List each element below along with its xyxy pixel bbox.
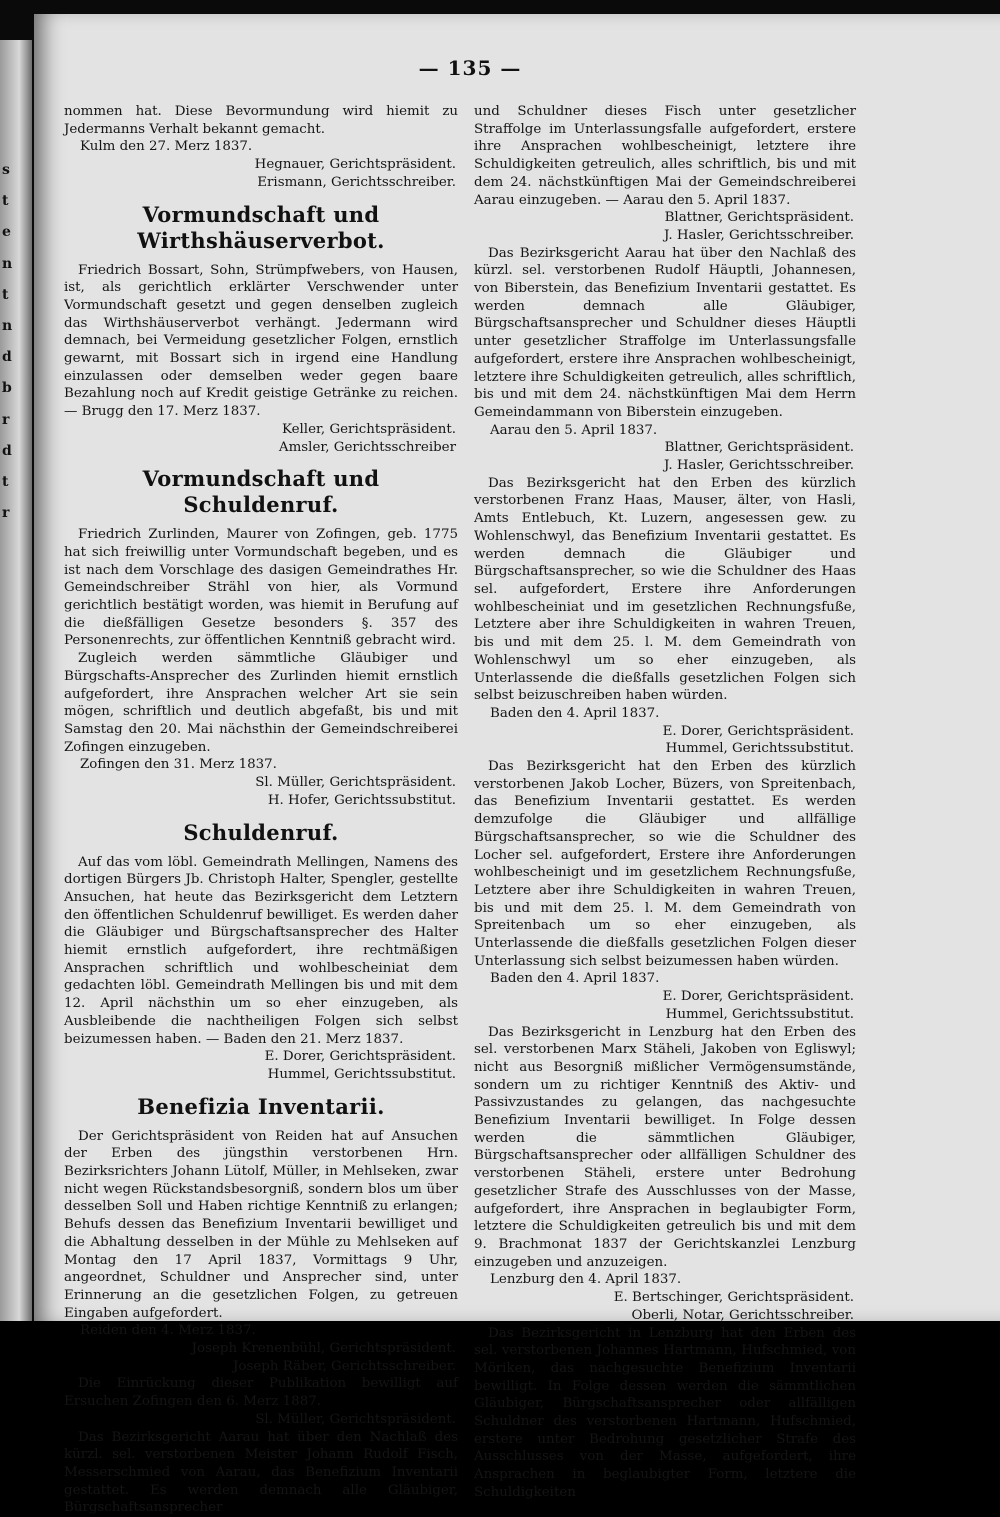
section-heading-schuldenruf: Schuldenruf. bbox=[183, 819, 339, 845]
section-heading-wirthshaeuserverbot: Vormundschaft und Wirthshäuserverbot. bbox=[137, 201, 385, 253]
fisch-notice-text: Das Bezirksgericht Aarau hat über den Nachlaß des kürzl. sel. verstorbenen Meister Johann Rudolf Fisch, Messerschmied von Aarau, das Benefizium Inventarii gestattet. Es werden demnach alle Gläubiger, Bürgschaftsansprecher bbox=[64, 1429, 458, 1516]
margin-letter: n bbox=[2, 255, 13, 272]
haas-signature-substitute: Hummel, Gerichtssubstitut. bbox=[665, 741, 854, 757]
margin-letter: e bbox=[2, 224, 11, 241]
halter-notice-text: Auf das vom löbl. Gemeindrath Mellingen, Namens des dortigen Bürgers Jb. Christoph Halter, Spengler, gestellte Ansuchen, hat heute das Bezirksgericht dem Letztern den öffentlichen Schuldenruf bewilliget. Es werden daher die Gläubiger und Bürgschaftsansprecher des Halter hiemit ernstlich aufgefordert, ihre rechtmäßigen Ansprachen schriftlich und wohlbescheiniat dem gedachten löbl. Gemeindrath Mellingen bis und mit dem 12. April nächsthin um so eher einzugeben, als Ausbleibende die nachtheiligen Folgen sich selbst beizumessen haben. — Baden den 21. Merz 1837. bbox=[64, 854, 458, 1047]
zurlinden-dateline: Zofingen den 31. Merz 1837. bbox=[80, 757, 277, 773]
margin-letter: b bbox=[2, 380, 12, 397]
staeheli-dateline: Lenzburg den 4. April 1837. bbox=[490, 1272, 682, 1288]
luetolf-signature-clerk: Joseph Räber, Gerichtsschreiber. bbox=[233, 1358, 456, 1374]
previous-page-edge bbox=[0, 40, 32, 1321]
margin-letter: r bbox=[2, 505, 10, 522]
publication-permission-signature: Sl. Müller, Gerichtspräsident. bbox=[255, 1411, 456, 1427]
fisch-signature-clerk: J. Hasler, Gerichtsschreiber. bbox=[664, 227, 854, 243]
margin-letter: d bbox=[2, 442, 12, 459]
zurlinden-notice-text: Friedrich Zurlinden, Maurer von Zofingen, geb. 1775 hat sich freiwillig unter Vormundschaft begeben, und es ist nach dem Vorschlage des dasigen Gemeindrathes Hr. Gemeindschreiber Strähl von hier, als Vormund gerichtlich bestätigt worden, was hiemit in Berufung auf die dießfälligen Gesetze besonders §. 357 des Personenrechts, zur öffentlichen Kenntniß gebracht wird. bbox=[64, 527, 458, 649]
haeuptli-notice-text: Das Bezirksgericht Aarau hat über den Nachlaß des kürzl. sel. verstorbenen Rudolf Häuptli, Johannesen, von Biberstein, das Benefizium Inventarii gestattet. Es werden demnach alle Gläubiger, Bürgschaftsansprecher und Schuldner dieses Häuptli unter gesetzlicher Straffolge im Unterlassungsfalle aufgefordert, erstere ihre Ansprachen wohlbescheinigt, letztere ihre Schuldigkeiten getreulich, alles schriftlich, bis und mit dem 24. nächstkünftigen Mai dem Herrn Gemeindammann von Biberstein einzugeben. bbox=[474, 245, 856, 420]
fisch-notice-continuation: und Schuldner dieses Fisch unter gesetzlicher Straffolge im Unterlassungsfalle aufgefordert, erstere ihre Ansprachen wohlbescheinigt, letztere ihre Schuldigkeiten getreulich, alles schriftlich, bis und mit dem 24. nächstkünftigen Mai der Gemeindschreiberei Aarau einzugeben. — Aarau den 5. April 1837. bbox=[474, 104, 856, 208]
intro-notice-text: nommen hat. Diese Bevormundung wird hiemit zu Jedermanns Verhalt bekannt gemacht. bbox=[64, 104, 458, 137]
intro-dateline: Kulm den 27. Merz 1837. bbox=[80, 139, 253, 155]
bossart-notice-text: Friedrich Bossart, Sohn, Strümpfwebers, von Hausen, ist, als gerichtlich erklärter Verschwender unter Vormundschaft gesetzt und gegen denselben zugleich das Wirthshäuserverbot verhängt. Jedermann wird demnach, bei Vermeidung gesetzlicher Folgen, ernstlich gewarnt, mit Bossart sich in irgend eine Handlung einzulassen oder demselben weder gegen baare Bezahlung noch auf Kredit geistige Getränke zu reichen. — Brugg den 17. Merz 1837. bbox=[64, 262, 458, 420]
haeuptli-signature-president: Blattner, Gerichtspräsident. bbox=[664, 440, 854, 456]
section-heading-vormundschaft-schuldenruf: Vormundschaft und Schuldenruf. bbox=[142, 466, 380, 518]
right-column bbox=[474, 103, 856, 1502]
staeheli-notice-text: Das Bezirksgericht in Lenzburg hat den Erben des sel. verstorbenen Marx Stäheli, Jakoben von Egliswyl; nicht aus Besorgniß mißlicher Vermögensumstände, sondern um zu richtiger Kenntniß des Aktiv- und Passivzustandes zu gelangen, das nachgesuchte Benefizium Inventarii bewilliget. In Folge dessen werden die sämmtlichen Gläubiger, Bürgschaftsansprecher oder allfälligen Schuldner des verstorbenen Stäheli, erstere unter Bedrohung gesetzlicher Strafe des Ausschlusses von der Masse, aufgefordert, ihre Ansprachen in beglaubigter Form, letztere die Schuldigkeiten getreulich bis und mit dem 9. Brachmonat 1837 der Gerichtskanzlei Lenzburg einzugeben und anzuzeigen. bbox=[474, 1024, 856, 1270]
margin-letter: d bbox=[2, 349, 12, 366]
staeheli-signature-clerk: Oberli, Notar, Gerichtsschreiber. bbox=[631, 1307, 854, 1323]
haas-dateline: Baden den 4. April 1837. bbox=[490, 705, 660, 721]
haas-signature-president: E. Dorer, Gerichtspräsident. bbox=[662, 723, 854, 739]
margin-letter: r bbox=[2, 411, 10, 428]
haeuptli-signature-clerk: J. Hasler, Gerichtsschreiber. bbox=[664, 458, 854, 474]
intro-signature-clerk: Erismann, Gerichtsschreiber. bbox=[257, 174, 456, 190]
locher-dateline: Baden den 4. April 1837. bbox=[490, 971, 660, 987]
page-number: — 135 — bbox=[418, 56, 522, 80]
left-column bbox=[64, 103, 458, 1517]
luetolf-dateline: Reiden den 4. Merz 1837. bbox=[80, 1323, 256, 1339]
margin-letter: n bbox=[2, 318, 13, 335]
section-heading-benefizia-inventarii: Benefizia Inventarii. bbox=[137, 1093, 385, 1119]
intro-signature-president: Hegnauer, Gerichtspräsident. bbox=[254, 157, 456, 173]
hartmann-notice-text: Das Bezirksgericht in Lenzburg hat den Erben des sel. verstorbenen Johannes Hartmann, Hufschmied, von Möriken, das nachgesuchte Benefizium Inventarii bewilligt. In Folge dessen werden die sämmtlichen Gläubiger, Bürgschaftsansprecher oder allfälligen Schuldner des verstorbenen Hartmann, Hufschmied, erstere unter Bedrohung gesetzlicher Strafe des Ausschlusses von der Masse, aufgefordert, ihre Ansprachen in beglaubigter Form, letztere die Schuldigkeiten bbox=[474, 1325, 856, 1500]
margin-letter: t bbox=[2, 286, 9, 303]
previous-page-margin-letters bbox=[2, 155, 26, 529]
fisch-signature-president: Blattner, Gerichtspräsident. bbox=[664, 210, 854, 226]
zurlinden-signature-president: Sl. Müller, Gerichtspräsident. bbox=[255, 775, 456, 791]
margin-letter: t bbox=[2, 474, 9, 491]
zurlinden-creditors-text: Zugleich werden sämmtliche Gläubiger und Bürgschafts-Ansprecher des Zurlinden hiemit ernstlich aufgefordert, ihre Ansprachen welcher Art sie sein mögen, schriftlich und deutlich abgefaßt, bis und mit Samstag den 20. Mai nächsthin der Gemeindschreiberei Zofingen einzugeben. bbox=[64, 651, 458, 755]
bossart-signature-president: Keller, Gerichtspräsident. bbox=[281, 421, 456, 437]
luetolf-notice-text: Der Gerichtspräsident von Reiden hat auf Ansuchen der Erben des jüngsthin verstorbenen Hrn. Bezirksrichters Johann Lütolf, Müller, in Mehlseken, zwar nicht wegen Rückstandsbesorgniß, sondern blos um über desselben Soll und Haben richtige Kenntniß zu erlangen; Behufs dessen das Benefizium Inventarii bewilliget und die Abhaltung desselben in der Mühle zu Mehlseken auf Montag den 17 April 1837, Vormittags 9 Uhr, angeordnet, Schuldner und Ansprecher sind, unter Erinnerung an die gesetzlichen Folgen, zu getreuen Eingaben aufgefordert. bbox=[64, 1128, 458, 1321]
margin-letter: t bbox=[2, 193, 9, 210]
halter-signature-substitute: Hummel, Gerichtssubstitut. bbox=[267, 1066, 456, 1082]
haas-notice-text: Das Bezirksgericht hat den Erben des kürzlich verstorbenen Franz Haas, Mauser, älter, von Hasli, Amts Entlebuch, Kt. Luzern, angesessen gew. zu Wohlenschwyl, das Benefizium Inventarii gestattet. Es werden demnach die Gläubiger und Bürgschaftsansprecher, so wie die Schuldner des Haas sel. aufgefordert, Erstere ihre Anforderungen wohlbescheiniat und im gesetzlichen Rechnungsfuße, Letztere aber ihre Schuldigkeiten in wahren Treuen, bis und mit dem 25. l. M. dem Gemeindrath von Wohlenschwyl um so eher einzugeben, als Unterlassende die dießfalls gesetzlichen Folgen sich selbst beizuschreiben haben würden. bbox=[474, 475, 856, 704]
locher-signature-president: E. Dorer, Gerichtspräsident. bbox=[662, 989, 854, 1005]
publication-permission-note: Die Einrückung dieser Publikation bewilligt auf Ersuchen Zofingen den 6. Merz 1887. bbox=[64, 1376, 458, 1410]
zurlinden-signature-substitute: H. Hofer, Gerichtssubstitut. bbox=[267, 792, 456, 808]
haeuptli-dateline: Aarau den 5. April 1837. bbox=[490, 422, 658, 438]
staeheli-signature-president: E. Bertschinger, Gerichtspräsident. bbox=[613, 1290, 854, 1306]
luetolf-signature-president: Joseph Krenenbühl, Gerichtspräsident. bbox=[191, 1341, 456, 1357]
locher-notice-text: Das Bezirksgericht hat den Erben des kürzlich verstorbenen Jakob Locher, Büzers, von Spreitenbach, das Benefizium Inventarii gestattet. Es werden demzufolge die Gläubiger und allfällige Bürgschaftsansprecher, so wie die Schuldner des Locher sel. aufgefordert, Erstere ihre Anforderungen wohlbescheinigt und im gesetzlichem Rechnungsfuße, Letztere aber ihre Schuldigkeiten in wahren Treuen, bis und mit dem 25. l. M. dem Gemeindrath von Spreitenbach um so eher einzugeben, als Unterlassende die dießfalls gesetzlichen Folgen dieser Unterlassung sich selbst beizumessen haben würden. bbox=[474, 759, 856, 969]
locher-signature-substitute: Hummel, Gerichtssubstitut. bbox=[665, 1006, 854, 1022]
margin-letter: s bbox=[2, 162, 10, 178]
halter-signature-president: E. Dorer, Gerichtspräsident. bbox=[264, 1049, 456, 1065]
bossart-signature-clerk: Amsler, Gerichtsschreiber bbox=[278, 439, 456, 455]
